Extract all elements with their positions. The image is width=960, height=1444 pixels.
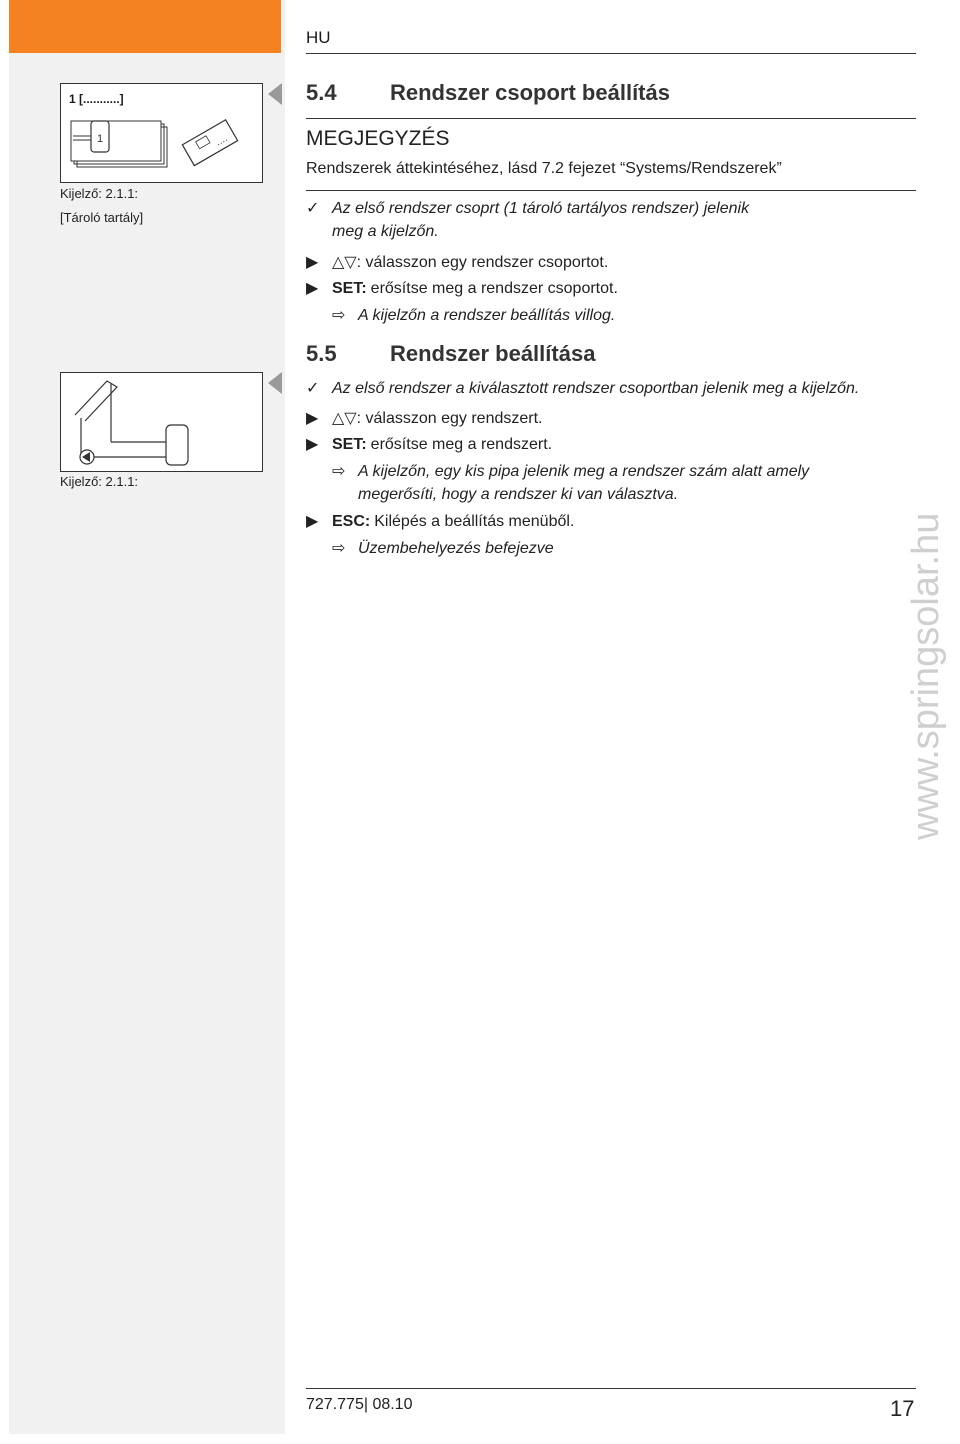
result-line-continued: megerősíti, hogy a rendszer ki van választva.: [358, 486, 679, 503]
page-number: 17: [890, 1396, 915, 1421]
display-caption-subtitle: [Tároló tartály]: [60, 210, 144, 225]
tank-stack-icon: [61, 84, 261, 181]
tank-number-label: 1: [97, 133, 104, 145]
sidebar-background: [9, 0, 285, 1434]
footer-rule: [306, 1388, 916, 1389]
set-key-label: SET:: [332, 436, 367, 453]
display-line: 1 [...........]: [69, 92, 124, 106]
brand-bar: [9, 0, 281, 53]
display-screen-2: [60, 372, 263, 472]
arrow-keys-label: △▽:: [332, 254, 362, 271]
check-icon: ✓: [306, 380, 320, 397]
watermark: www.springsolar.hu: [905, 512, 947, 840]
result-line: ⇨ A kijelzőn a rendszer beállítás villog.: [332, 304, 932, 327]
step-arrow-icon: ▶: [306, 254, 319, 271]
step-arrow-icon: ▶: [306, 513, 319, 530]
final-result-line: ⇨ Üzembehelyezés befejezve: [332, 537, 932, 560]
step-arrow-icon: ▶: [306, 410, 319, 427]
arrow-keys-label: △▽:: [332, 410, 362, 427]
solar-system-diagram-icon: [61, 373, 261, 470]
result-arrow-icon: ⇨: [332, 307, 346, 324]
section-heading: [306, 341, 595, 367]
step-select: ▶ △▽: válasszon egy rendszert.: [306, 407, 906, 430]
result-arrow-icon: ⇨: [332, 540, 346, 557]
section-title: Rendszer csoport beállítás: [390, 80, 670, 105]
step-exit: ▶ ESC: Kilépés a beállítás menüből.: [306, 510, 906, 533]
step-confirm: ▶ SET: erősítse meg a rendszer csoportot.: [306, 277, 906, 300]
note-title: MEGJEGYZÉS: [306, 127, 450, 150]
step-confirm: ▶ SET: erősítse meg a rendszert.: [306, 433, 906, 456]
section-number: 5.5: [306, 341, 337, 366]
section-number: 5.4: [306, 80, 337, 105]
result-arrow-icon: ⇨: [332, 463, 346, 480]
note-rule: [306, 190, 916, 191]
section-marker-icon: [268, 372, 282, 394]
header-rule: [306, 53, 916, 54]
check-icon: ✓: [306, 200, 320, 217]
section-title: Rendszer beállítása: [390, 341, 596, 366]
document-code: 727.775| 08.10: [306, 1396, 413, 1413]
esc-key-label: ESC:: [332, 513, 371, 530]
display-caption: Kijelző: 2.1.1:: [60, 186, 139, 201]
section-marker-icon: [268, 83, 282, 105]
note-text: Rendszerek áttekintéséhez, lásd 7.2 fejezet “Systems/Rendszerek”: [306, 160, 782, 177]
display-screen-1: [60, 83, 263, 183]
section-rule: [306, 118, 916, 119]
display-caption: Kijelző: 2.1.1:: [60, 474, 139, 489]
step-select: ▶ △▽: válasszon egy rendszer csoportot.: [306, 251, 906, 274]
result-line: ⇨ A kijelzőn, egy kis pipa jelenik meg a rendszer szám alatt amely: [332, 460, 932, 483]
check-line-continued: meg a kijelzőn.: [332, 223, 439, 240]
language-code: HU: [306, 28, 331, 47]
controller-icon: [182, 120, 237, 166]
check-line: ✓ Az első rendszer csoprt (1 tároló tartályos rendszer) jelenik: [306, 197, 906, 220]
section-heading: [306, 80, 670, 106]
step-arrow-icon: ▶: [306, 280, 319, 297]
check-line: ✓ Az első rendszer a kiválasztott rendszer csoportban jelenik meg a kijelzőn.: [306, 377, 906, 400]
step-arrow-icon: ▶: [306, 436, 319, 453]
set-key-label: SET:: [332, 280, 367, 297]
